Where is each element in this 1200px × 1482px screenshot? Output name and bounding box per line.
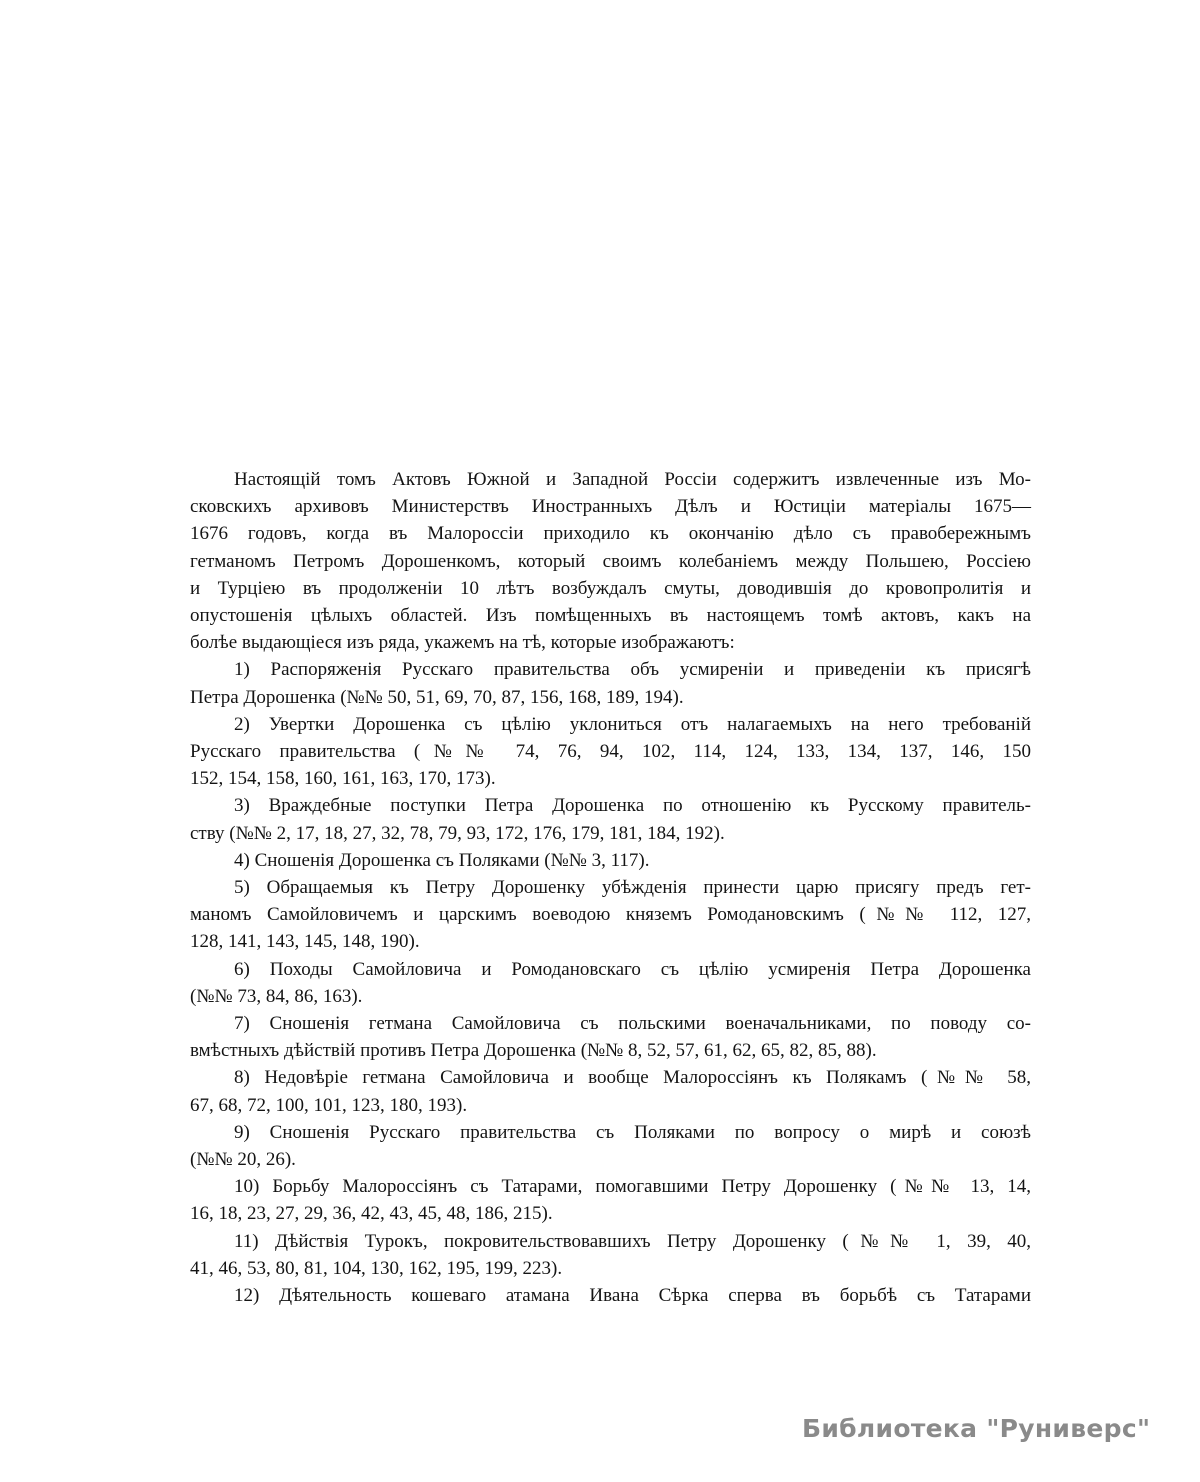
- text-line: 1) Распоряженія Русскаго правительства объ усмиреніи и приведеніи къ присягѣ: [234, 659, 1031, 681]
- text-line: маномъ Самойловичемъ и царскимъ воеводою княземъ Ромодановскимъ (№№ 112, 127,: [190, 904, 1031, 926]
- text-line: 41, 46, 53, 80, 81, 104, 130, 162, 195, 199, 223).: [190, 1257, 563, 1279]
- text-line: болѣе выдающіеся изъ ряда, укажемъ на тѣ, которые изображаютъ:: [190, 632, 735, 654]
- text-line: 4) Сношенія Дорошенка съ Поляками (№№ 3, 117).: [234, 849, 650, 871]
- text-line: 12) Дѣятельность кошеваго атамана Ивана Сѣрка сперва въ борьбѣ съ Татарами: [234, 1285, 1031, 1307]
- text-line: 3) Враждебные поступки Петра Дорошенка по отношенію къ Русскому правитель-: [234, 795, 1031, 817]
- text-line: 1676 годовъ, когда въ Малороссіи приходило къ окончанію дѣло съ правобережнымъ: [190, 523, 1031, 545]
- text-block: [190, 466, 1031, 1309]
- text-line: 11) Дѣйствія Турокъ, покровительствовавшихъ Петру Дорошенку (№№ 1, 39, 40,: [234, 1230, 1031, 1252]
- runiverse-watermark: Библиотека "Руниверс": [802, 1414, 1151, 1443]
- text-line: 8) Недовѣріе гетмана Самойловича и вообще Малороссіянъ къ Полякамъ (№№ 58,: [234, 1067, 1031, 1089]
- text-line: 128, 141, 143, 145, 148, 190).: [190, 931, 420, 953]
- text-line: 7) Сношенія гетмана Самойловича съ польскими военачальниками, по поводу со-: [234, 1013, 1031, 1035]
- text-line: 6) Походы Самойловича и Ромодановскаго съ цѣлію усмиренія Петра Дорошенка: [234, 958, 1031, 980]
- text-line: опустошенія цѣлыхъ областей. Изъ помѣщенныхъ въ настоящемъ томѣ актовъ, какъ на: [190, 605, 1031, 627]
- text-line: 2) Увертки Дорошенка съ цѣлію уклониться отъ налагаемыхъ на него требованій: [234, 713, 1031, 735]
- text-line: гетманомъ Петромъ Дорошенкомъ, который своимъ колебаніемъ между Польшею, Россіею: [190, 550, 1031, 572]
- text-line: вмѣстныхъ дѣйствій противъ Петра Дорошенка (№№ 8, 52, 57, 61, 62, 65, 82, 85, 88).: [190, 1040, 877, 1062]
- text-line: Русскаго правительства (№№ 74, 76, 94, 102, 114, 124, 133, 134, 137, 146, 150: [190, 741, 1031, 763]
- text-line: 16, 18, 23, 27, 29, 36, 42, 43, 45, 48, 186, 215).: [190, 1203, 553, 1225]
- text-line: Настоящій томъ Актовъ Южной и Западной Россіи содержитъ извлеченные изъ Мо-: [234, 469, 1031, 490]
- text-line: (№№ 20, 26).: [190, 1149, 296, 1171]
- text-line: 67, 68, 72, 100, 101, 123, 180, 193).: [190, 1094, 468, 1116]
- text-line: Петра Дорошенка (№№ 50, 51, 69, 70, 87, 156, 168, 189, 194).: [190, 686, 684, 708]
- text-line: и Турціею въ продолженіи 10 лѣтъ возбуждалъ смуты, доводившія до кровопролитія и: [190, 577, 1031, 599]
- text-line: 152, 154, 158, 160, 161, 163, 170, 173).: [190, 768, 496, 790]
- text-line: 5) Обращаемыя къ Петру Дорошенку убѣжденія принести царю присягу предъ гет-: [234, 877, 1031, 899]
- text-line: ству (№№ 2, 17, 18, 27, 32, 78, 79, 93, 172, 176, 179, 181, 184, 192).: [190, 822, 725, 844]
- text-line: 9) Сношенія Русскаго правительства съ Поляками по вопросу о мирѣ и союзѣ: [234, 1121, 1031, 1143]
- text-line: 10) Борьбу Малороссіянъ съ Татарами, помогавшими Петру Дорошенку (№№ 13, 14,: [234, 1176, 1031, 1198]
- text-line: (№№ 73, 84, 86, 163).: [190, 985, 363, 1007]
- text-line: сковскихъ архивовъ Министерствъ Иностранныхъ Дѣлъ и Юстиціи матеріалы 1675—: [190, 496, 1031, 518]
